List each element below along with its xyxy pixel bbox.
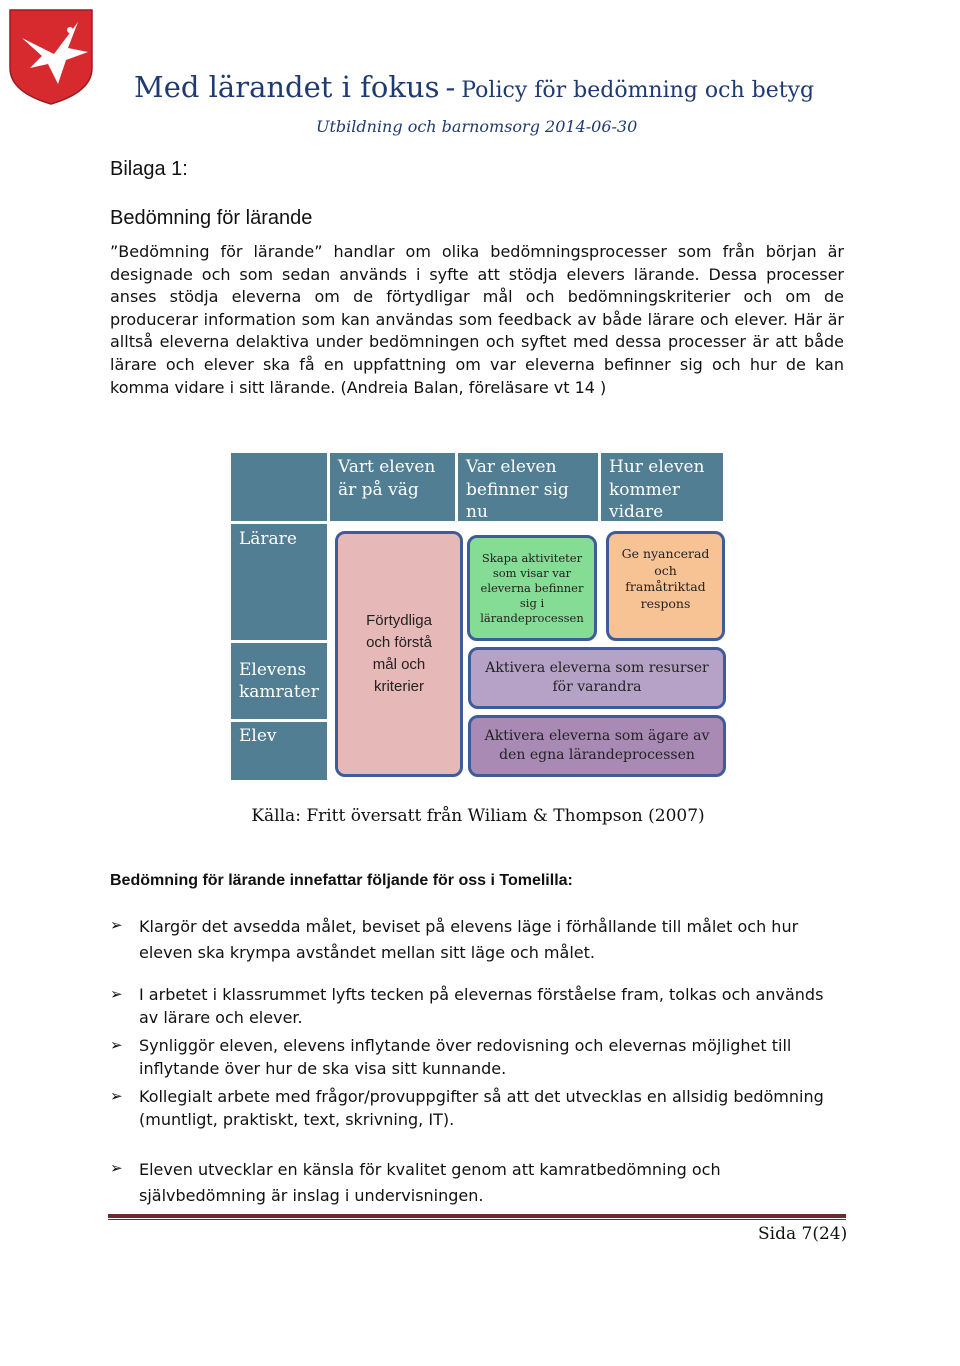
title-separator: - [445, 70, 456, 104]
intro-paragraph: ”Bedömning för lärande” handlar om olika bedömningsprocesser som från början är designade och som sedan används i syfte att stödja elevers lärande. Dessa processer anses stödja eleverna om de förtydligar mål och bedömningskriterier och om de producerar information som kan användas som feedback av både lärare och elever. Här är alltså eleverna delaktiva under bedömningen och syftet med dessa processer är att både lärare och elever ska få en uppfattning om var eleverna befinner sig och hur de kan komma vidare i sitt lärande. (Andreia Balan, föreläsare vt 14 ) [110, 242, 844, 397]
diagram-box-clarify-goals-text: Förtydliga och förstå mål och kriterier [366, 612, 432, 695]
list-item-text: Klargör det avsedda målet, beviset på elevens läge i förhållande till målet och hur eleven ska krympa avståndet mellan sitt läge och målet. [139, 917, 799, 962]
list-item [110, 1085, 840, 1131]
list-item [110, 1157, 840, 1209]
diagram-row-header-peers-label: Elevens kamrater [239, 659, 319, 702]
municipality-logo-icon [8, 8, 94, 106]
arrowhead-bullet-icon: ➢ [110, 916, 123, 934]
document-title [134, 70, 814, 104]
diagram-box-activities: Skapa aktiviteter som visar var eleverna befinner sig i lärandeprocessen [467, 535, 597, 641]
list-heading: Bedömning för lärande innefattar följande för oss i Tomelilla: [110, 872, 573, 889]
list-item [110, 1034, 840, 1080]
list-item [110, 914, 840, 966]
arrowhead-bullet-icon: ➢ [110, 985, 123, 1003]
title-main: Med lärandet i fokus [134, 70, 440, 104]
section-heading: Bedömning för lärande [110, 207, 313, 229]
diagram-row-header-student: Elev [231, 722, 327, 780]
diagram-col-header-how-onward: Hur eleven kommer vidare [601, 453, 723, 521]
list-item-text: Synliggör eleven, elevens inflytande över redovisning och elevernas möjlighet till inflytande över hur de ska visa sitt kunnande. [139, 1036, 792, 1078]
diagram-corner-cell [231, 453, 327, 521]
list-item-text: Kollegialt arbete med frågor/provuppgifter så att det utvecklas en allsidig bedömning (muntligt, praktiskt, text, skrivning, IT). [139, 1087, 824, 1129]
page-number: Sida 7(24) [758, 1224, 848, 1244]
diagram-row-header-peers [231, 643, 327, 719]
list-item-text: I arbetet i klassrummet lyfts tecken på elevernas förståelse fram, tolkas och används av lärare och elever. [139, 985, 824, 1027]
footer-divider [108, 1214, 846, 1218]
diagram-col-header-where-now: Var eleven befinner sig nu [458, 453, 598, 521]
arrowhead-bullet-icon: ➢ [110, 1159, 123, 1177]
document-subtitle: Utbildning och barnomsorg 2014-06-30 [316, 117, 638, 136]
diagram-box-peer-resources: Aktivera eleverna som resurser för varandra [468, 647, 726, 709]
footer-divider-thin [108, 1219, 846, 1220]
arrowhead-bullet-icon: ➢ [110, 1087, 123, 1105]
list-item [110, 983, 840, 1029]
diagram-box-ownership: Aktivera eleverna som ägare av den egna lärandeprocessen [468, 715, 726, 777]
title-policy: Policy för bedömning och betyg [461, 78, 815, 103]
diagram-row-header-teacher: Lärare [231, 524, 327, 640]
diagram-box-feedback: Ge nyancerad och framåtriktad respons [606, 531, 725, 641]
arrowhead-bullet-icon: ➢ [110, 1036, 123, 1054]
diagram-source: Källa: Fritt översatt från Wiliam & Thompson (2007) [251, 806, 705, 826]
appendix-label: Bilaga 1: [110, 158, 188, 180]
list-item-text: Eleven utvecklar en känsla för kvalitet genom att kamratbedömning och självbedömning är inslag i undervisningen. [139, 1160, 721, 1205]
diagram-box-clarify-goals [335, 531, 463, 777]
diagram-col-header-where-going: Vart eleven är på väg [330, 453, 455, 521]
